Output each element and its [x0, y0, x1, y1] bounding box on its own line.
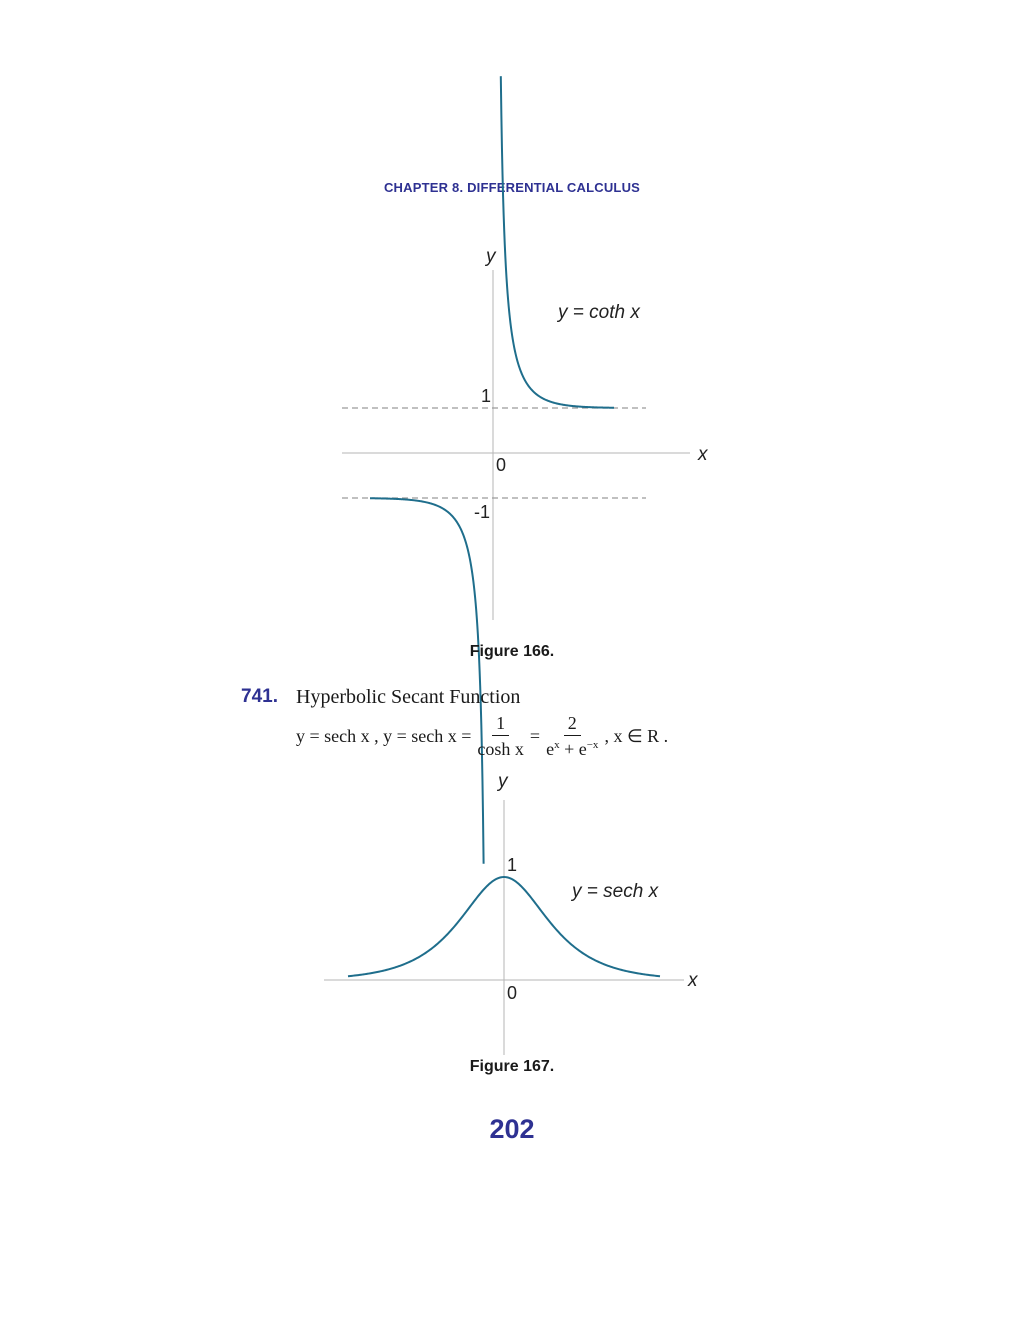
y-axis-label: y	[498, 771, 508, 792]
sech-graph	[0, 765, 1024, 1055]
origin-label: 0	[507, 983, 518, 1003]
fraction-exponential	[542, 714, 602, 758]
fraction-numerator: 2	[564, 714, 581, 736]
exp-power: x	[554, 739, 560, 751]
page-number: 202	[489, 1114, 535, 1144]
exp-power-neg: −x	[586, 739, 599, 751]
section-title: Hyperbolic Secant Function	[296, 686, 521, 708]
tick-label-one: 1	[507, 855, 518, 875]
coth-curve-positive-branch	[501, 76, 614, 408]
sech-formula	[296, 710, 668, 762]
coth-graph	[0, 230, 1024, 630]
formula-lhs: y = sech x , y = sech x =	[296, 725, 472, 746]
fraction-numerator: 1	[492, 714, 509, 736]
figure-167-caption: Figure 167.	[469, 1058, 555, 1075]
x-axis-label: x	[698, 444, 708, 465]
running-header: CHAPTER 8. DIFFERENTIAL CALCULUS	[383, 180, 641, 195]
origin-label: 0	[496, 455, 507, 475]
exp-plus: + e	[559, 739, 587, 759]
fraction-denominator	[542, 736, 602, 758]
y-axis-label: y	[486, 246, 496, 267]
curve-label: y = coth x	[558, 302, 640, 323]
exp-base: e	[546, 739, 555, 759]
x-axis-label: x	[688, 970, 698, 991]
figure-166-caption: Figure 166.	[469, 643, 555, 660]
section-number: 741.	[241, 686, 278, 707]
tick-label-minus-one: -1	[474, 502, 491, 522]
curve-label: y = sech x	[572, 881, 659, 902]
formula-equals: =	[529, 725, 541, 746]
fraction-denominator: cosh x	[477, 739, 524, 759]
fraction-one-over-cosh	[473, 714, 528, 758]
formula-domain: , x ∈ R .	[604, 725, 669, 746]
tick-label-one: 1	[481, 386, 492, 406]
